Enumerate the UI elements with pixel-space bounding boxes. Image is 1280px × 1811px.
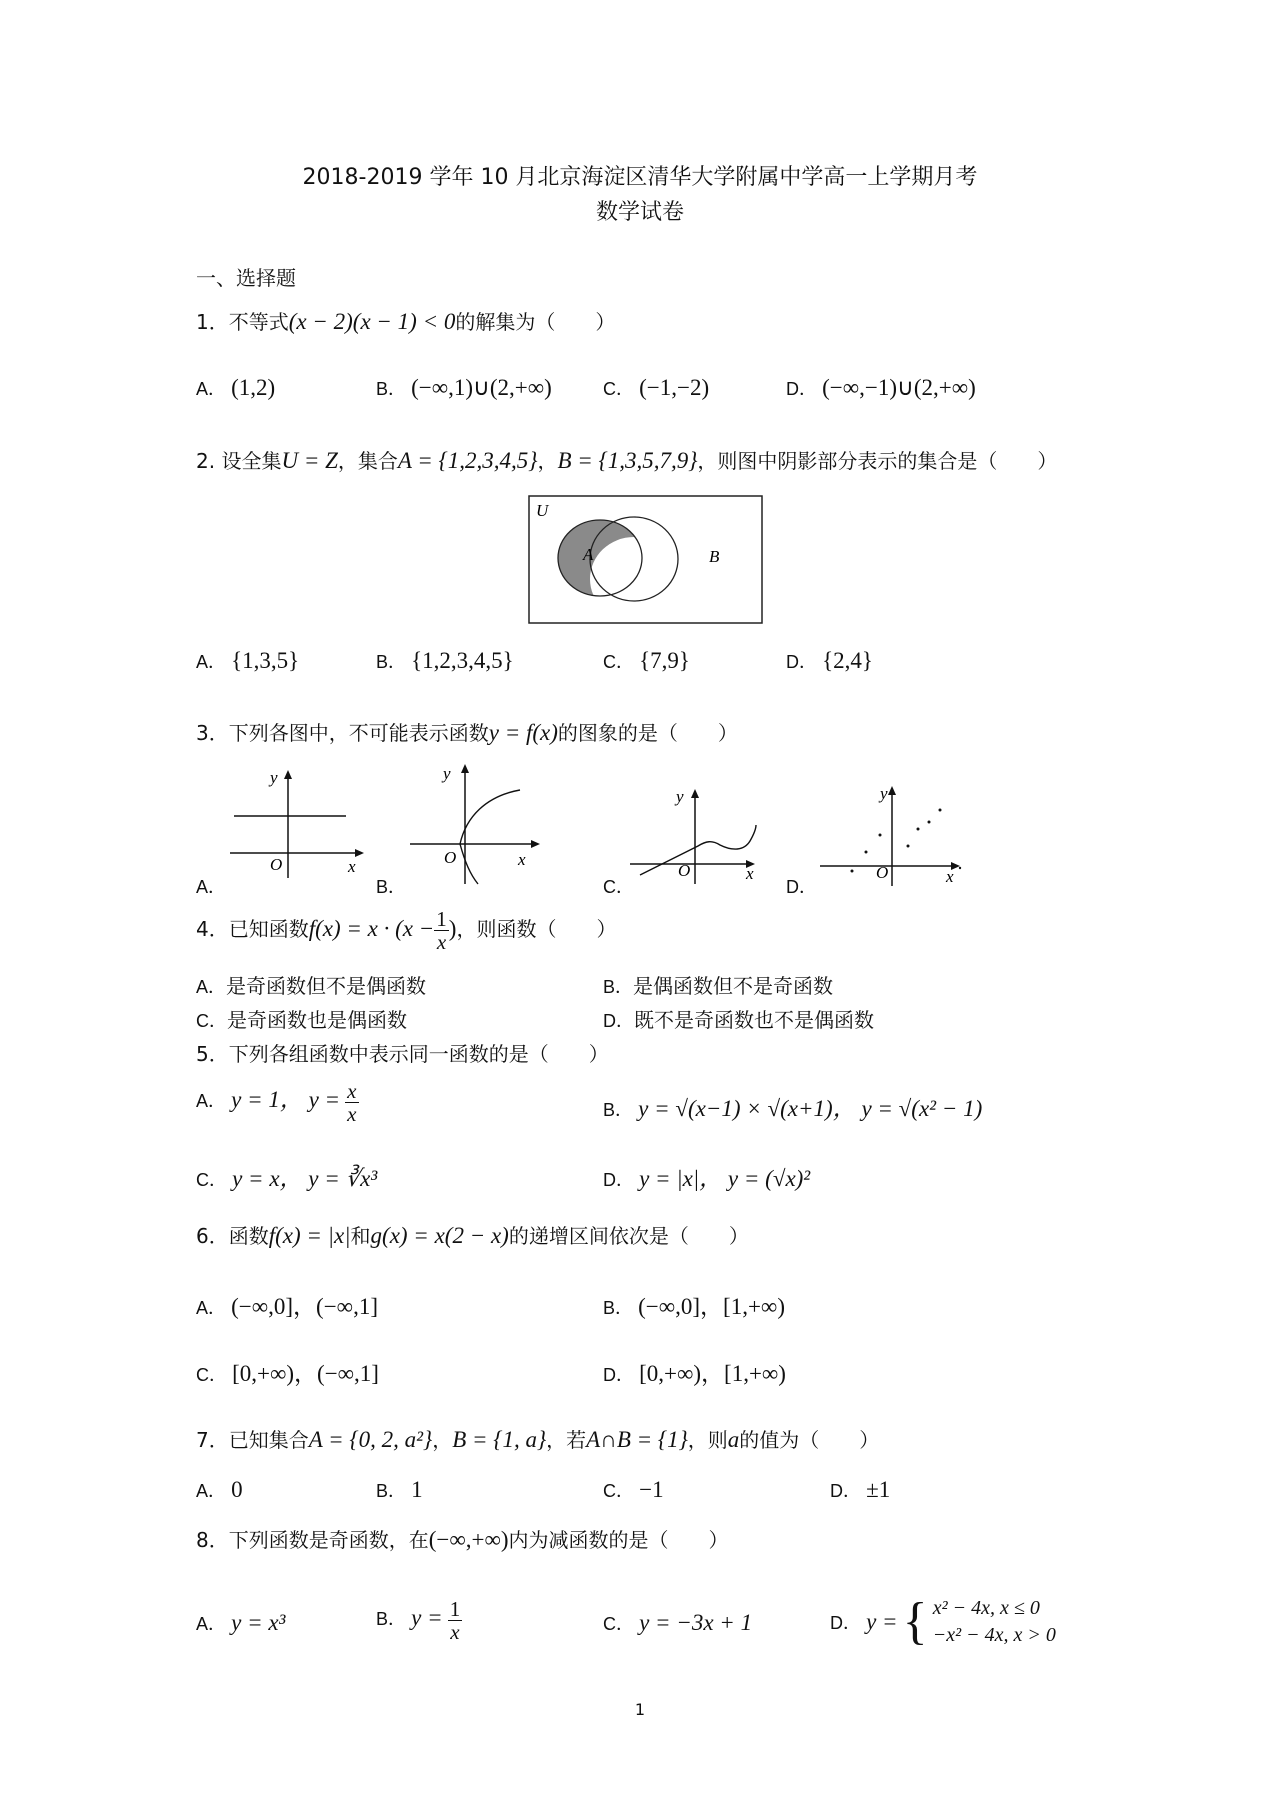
option-text: (−∞,−1)∪(2,+∞) [822, 375, 976, 400]
graph-d-points [851, 809, 962, 873]
q4-stem-pre: 4．已知函数 [196, 917, 309, 942]
q6-option-b: B． (−∞,0]，[1,+∞) [603, 1294, 785, 1319]
q2-option-a [196, 648, 299, 674]
q8-option-c: C． y = −3x + 1 [603, 1610, 753, 1635]
q1-option-a [196, 375, 275, 401]
q4-option-c: C．是奇函数也是偶函数 [196, 1008, 407, 1032]
piecewise-brace: { [902, 1593, 928, 1650]
q4-stem-math-a: f(x) = x · (x − [308, 916, 435, 942]
x-label: x [348, 857, 356, 876]
label-b: B [709, 547, 720, 566]
q2-stem-pre: 2. 设全集 [196, 449, 282, 473]
q3-option-c-letter: C． [603, 877, 634, 897]
q3-option-b-letter: B． [376, 877, 407, 897]
origin-label: O [270, 855, 283, 874]
q1-option-b [376, 375, 552, 401]
option-text: (−∞,1)∪(2,+∞) [411, 375, 552, 400]
section-heading: 一、选择题 [196, 266, 296, 290]
graph-d [818, 782, 968, 887]
y-label: y [880, 784, 888, 803]
q2-stem-a: A = {1,2,3,4,5} [397, 448, 538, 473]
q2-stem-b: B = {1,3,5,7,9} [557, 448, 698, 473]
q7-option-b: B． 1 [376, 1477, 423, 1502]
q4-fraction [434, 908, 449, 953]
q8-fraction: $\frac{1}{x}$ [449, 1597, 461, 1645]
origin-label: O [876, 863, 889, 882]
q8-option-d: D． y = { x² − 4x, x ≤ 0 −x² − 4x, x > 0 [830, 1593, 1056, 1650]
option-letter: B． [376, 652, 407, 672]
q6-stem: 6．函数f(x) = |x|和g(x) = x(2 − x)的递增区间依次是（ ） [196, 1223, 749, 1248]
q3-stem-pre: 3．下列各图中，不可能表示函数 [196, 721, 489, 745]
option-text: (−1,−2) [639, 375, 710, 400]
q4-option-b: B．是偶函数但不是奇函数 [603, 974, 834, 998]
q5-fraction: $\frac{x}{x}$ [347, 1079, 357, 1127]
q2-option-c [603, 648, 690, 674]
y-label: y [676, 787, 684, 806]
q8-stem: 8．下列函数是奇函数，在(−∞,+∞)内为减函数的是（ ） [196, 1527, 729, 1552]
q1-stem-math: (x − 2)(x − 1) < 0 [288, 309, 456, 334]
piecewise-cases: x² − 4x, x ≤ 0 −x² − 4x, x > 0 [932, 1597, 1056, 1646]
graph-c [628, 785, 768, 885]
option-letter: B． [376, 379, 407, 399]
origin-label: O [678, 861, 691, 880]
q4-stem [196, 908, 616, 953]
q1-stem-post: 的解集为（ ） [455, 310, 616, 334]
q6-option-a: A． (−∞,0]，(−∞,1] [196, 1294, 378, 1319]
q8-option-b: B． y = $\frac{1}{x}$ [376, 1597, 461, 1645]
q4-stem-post: ，则函数（ ） [456, 917, 617, 942]
q2-stem [196, 445, 1057, 474]
option-text: {2,4} [822, 648, 873, 673]
q2-stem-post: ，则图中阴影部分表示的集合是（ ） [697, 449, 1058, 473]
option-letter: A． [196, 652, 227, 672]
q2-sep1: ，集合 [337, 449, 398, 473]
q7-option-a: A． 0 [196, 1477, 243, 1502]
q4-option-d: D．既不是奇函数也不是偶函数 [603, 1008, 874, 1032]
q1-stem [196, 306, 615, 335]
graph-c-curve [640, 825, 756, 875]
option-letter: D． [786, 652, 817, 672]
q2-sep2: ， [537, 449, 558, 473]
q3-option-d-letter: D． [786, 877, 817, 897]
option-letter: D． [786, 379, 817, 399]
option-text: {1,3,5} [231, 648, 300, 673]
x-label: x [946, 867, 954, 886]
q4-option-a: A．是奇函数但不是偶函数 [196, 974, 427, 998]
fraction-denominator: x [436, 930, 447, 955]
q1-option-c [603, 375, 709, 401]
label-u: U [536, 501, 549, 520]
graph-b-curve [460, 790, 520, 884]
q3-stem-math: y = f(x) [488, 720, 558, 745]
option-text: (1,2) [231, 375, 276, 400]
fraction-numerator: 1 [436, 907, 447, 931]
q5-option-a: A． y = 1， y = $\frac{x}{x}$ [196, 1079, 357, 1127]
option-letter: A． [196, 379, 227, 399]
document-title: 2018-2019 学年 10 月北京海淀区清华大学附属中学高一上学期月考 [302, 165, 978, 190]
option-letter: C． [603, 379, 634, 399]
q2-option-b [376, 648, 514, 674]
document-subtitle: 数学试卷 [595, 200, 684, 225]
y-label: y [443, 764, 451, 783]
q8-option-a: A． y = x³ [196, 1610, 286, 1635]
label-a: A [583, 545, 594, 564]
q6-option-c: C． [0,+∞)，(−∞,1] [196, 1361, 379, 1386]
x-label: x [518, 850, 526, 869]
venn-diagram [528, 495, 764, 625]
q5-option-c: C． y = x， y = ∛x³ [196, 1166, 378, 1191]
origin-label: O [444, 848, 457, 867]
q3-stem-post: 的图象的是（ ） [557, 721, 738, 745]
page-number: 1 [634, 1700, 646, 1719]
q6-option-d: D． [0,+∞)，[1,+∞) [603, 1361, 786, 1386]
q7-option-d: D． ±1 [830, 1477, 891, 1502]
q1-option-d [786, 375, 976, 401]
q7-stem: 7．已知集合A = {0, 2, a²}，B = {1, a}，若A∩B = {1}，则a的值为（ ） [196, 1427, 880, 1452]
q7-option-c: C． −1 [603, 1477, 664, 1502]
graph-b [408, 762, 543, 887]
q3-stem [196, 717, 738, 746]
graph-a [228, 768, 368, 883]
q5-stem: 5．下列各组函数中表示同一函数的是（ ） [196, 1042, 609, 1066]
q1-stem-pre: 1．不等式 [196, 310, 289, 334]
y-label: y [270, 768, 278, 787]
q2-option-d [786, 648, 873, 674]
q5-option-d: D． y = |x|， y = (√x)² [603, 1166, 811, 1191]
q2-stem-u: U = Z [281, 448, 338, 473]
q3-option-a-letter: A． [196, 877, 227, 897]
q5-option-b: B． y = √(x−1) × √(x+1)， y = √(x² − 1) [603, 1096, 983, 1121]
option-text: {7,9} [639, 648, 690, 673]
option-letter: C． [603, 652, 634, 672]
option-text: {1,2,3,4,5} [411, 648, 514, 673]
x-label: x [746, 864, 754, 883]
q4-stem-math-b: ) [448, 916, 457, 942]
